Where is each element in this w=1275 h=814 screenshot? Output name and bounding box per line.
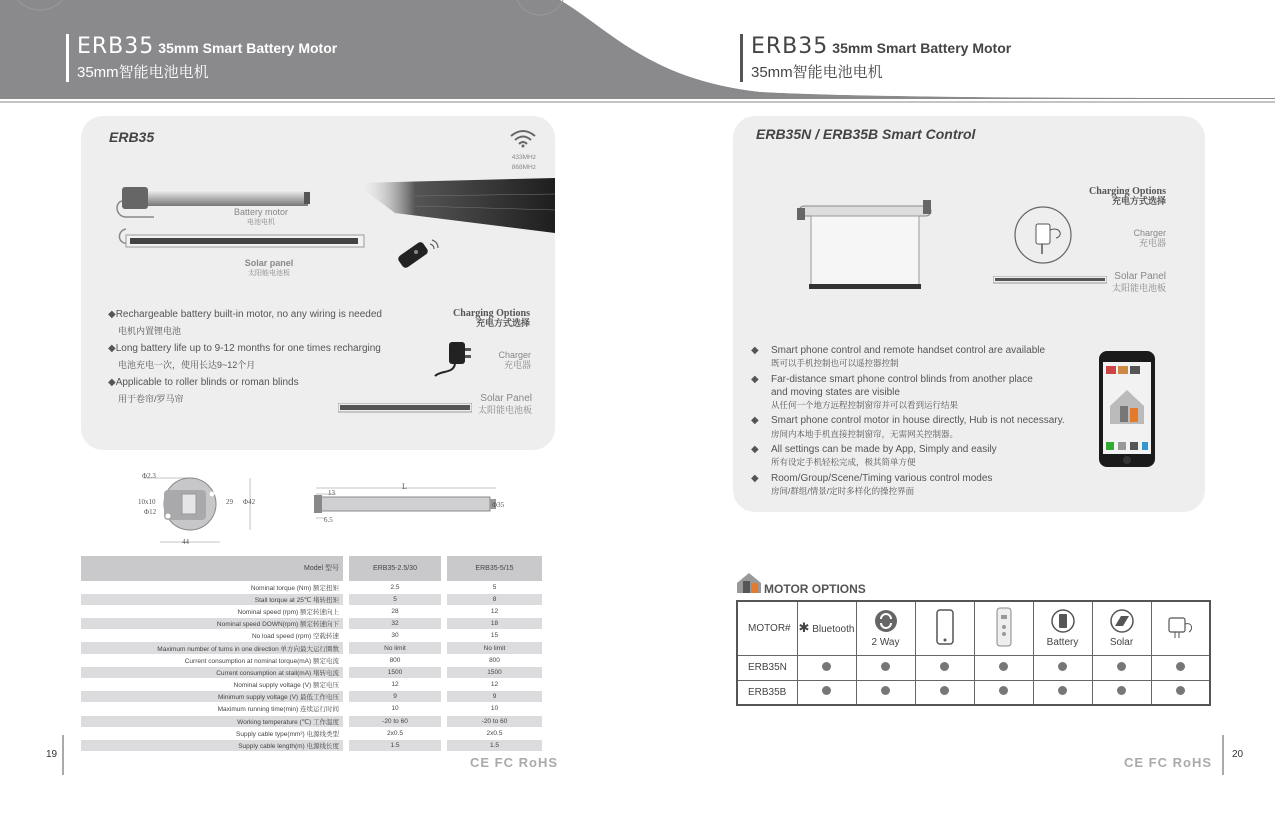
feature-item-cn: 房间内本地手机直接控制窗帘，无需网关控制器。 <box>771 428 959 439</box>
charging-options-title: Charging Options <box>1089 186 1166 197</box>
battery-motor-label: Battery motor <box>233 207 289 217</box>
left-header <box>66 34 337 82</box>
solar-panel-label-cn: 太阳能电池板 <box>1111 283 1166 293</box>
page-divider <box>62 735 64 775</box>
spec-row <box>81 739 542 751</box>
spec-key: Supply cable type(mm²) 电源线类型 <box>81 727 346 739</box>
spec-key: Nominal torque (Nm) 额定扭矩 <box>81 581 346 593</box>
header-subtitle: 35mm Smart Battery Motor <box>832 40 1012 56</box>
solar-panel-image <box>355 178 555 238</box>
dim-10x10: 10x10 <box>138 498 156 506</box>
spec-key: Supply cable length(m) 电源线长度 <box>81 739 346 751</box>
page-number-left: 19 <box>46 749 58 760</box>
motor-options-table <box>736 600 1211 706</box>
motor-header-cell: MOTOR# <box>737 601 797 655</box>
option-dot <box>1151 680 1210 705</box>
dim-phi-35: Φ35 <box>492 501 505 509</box>
spec-row <box>81 666 542 678</box>
spec-value: 32 <box>346 618 444 630</box>
option-dot <box>915 655 974 680</box>
header-subtitle: 35mm Smart Battery Motor <box>158 40 338 56</box>
two-way-label: 2 Way <box>871 637 900 649</box>
right-header <box>740 34 1011 82</box>
feature-item-cn: 电池充电一次，使用长达9~12个月 <box>118 360 256 370</box>
spec-key: Working temperature (℃) 工作温度 <box>81 715 346 727</box>
option-dot <box>915 680 974 705</box>
bluetooth-icon: ✱ <box>798 620 810 636</box>
option-dot <box>797 655 856 680</box>
feature-item-cn: 既可以手机控制也可以遥控器控制 <box>771 358 899 369</box>
spec-key: Maximum number of turns in one direction 单方向最大运行圈数 <box>81 642 346 654</box>
dim-6-5: 6.5 <box>324 516 333 524</box>
solar-panel-label-2: Solar Panel <box>480 393 532 404</box>
solar-panel-label-cn: 太阳能电池板 <box>248 270 290 277</box>
spec-value: ERB35-2.5/30 <box>346 556 444 581</box>
charging-options-title: Charging Options <box>453 308 530 319</box>
feature-item-cn: 从任何一个地方远程控制窗帘并可以看到运行结果 <box>771 400 959 411</box>
spec-value: 18 <box>444 618 542 630</box>
bluetooth-column <box>797 601 856 655</box>
option-dot <box>974 655 1033 680</box>
charger-icon <box>1165 612 1195 642</box>
motor-row-name: ERB35N <box>737 655 797 680</box>
charger-label-cn: 充电器 <box>503 360 531 370</box>
card-title: ERB35N / ERB35B Smart Control <box>756 126 976 142</box>
feature-item-cn: 电机内置锂电池 <box>118 326 182 336</box>
feature-item-cn: 所有设定手机轻松完成，极其简单方便 <box>771 457 916 468</box>
spec-row <box>81 691 542 703</box>
brand-title: ERB35 <box>77 34 155 59</box>
spec-value: 5 <box>444 581 542 593</box>
battery-label: Battery <box>1046 637 1079 649</box>
spec-table <box>81 556 542 752</box>
solar-column <box>1092 601 1151 655</box>
certification-marks: CE FC RoHS <box>470 755 558 770</box>
dim-13: 13 <box>328 489 335 497</box>
dim-44: 44 <box>182 538 189 546</box>
spec-value: 1.5 <box>346 739 444 751</box>
option-dot <box>856 655 915 680</box>
feature-item-cn: 用于卷帘/罗马帘 <box>118 394 184 404</box>
spec-value: No limit <box>444 642 542 654</box>
feature-item: ◆ Long battery life up to 9-12 months for one times recharging <box>108 341 428 357</box>
charger-label: Charger <box>498 350 531 360</box>
solar-panel-label: Solar Panel <box>1114 271 1166 282</box>
spec-row <box>81 605 542 617</box>
spec-row <box>81 715 542 727</box>
spec-key: Stall torque at 25℃ 堵转扭矩 <box>81 593 346 605</box>
spec-value: 800 <box>444 654 542 666</box>
option-dot <box>1151 655 1210 680</box>
feature-item: ◆ Smart phone control and remote handset control are available <box>771 344 1091 357</box>
battery-icon <box>1050 608 1076 634</box>
charger-image <box>1012 204 1074 266</box>
feature-item: ◆ All settings can be made by App, Simply and easily <box>771 443 1091 456</box>
smartphone-column <box>915 601 974 655</box>
spec-value: 10 <box>346 703 444 715</box>
spec-value: 5 <box>346 593 444 605</box>
remote-control-image <box>394 234 446 280</box>
spec-value: -20 to 60 <box>444 715 542 727</box>
header-subtitle-cn: 35mm智能电池电机 <box>751 64 883 81</box>
side-view-drawing <box>306 480 512 530</box>
smartphone-image <box>1098 350 1156 468</box>
spec-value: 1500 <box>346 666 444 678</box>
freq-433: 433MHz <box>511 154 536 161</box>
end-view-drawing <box>130 468 270 550</box>
spec-key: Current consumption at stall(mA) 堵转电流 <box>81 666 346 678</box>
spec-value: 10 <box>444 703 542 715</box>
spec-value: 2.5 <box>346 581 444 593</box>
smartphone-icon <box>935 609 955 645</box>
feature-item: ◆ Applicable to roller blinds or roman blinds <box>108 375 428 391</box>
spec-value: 8 <box>444 593 542 605</box>
page-divider <box>1222 735 1224 775</box>
left-feature-list <box>108 307 428 409</box>
spec-value: 12 <box>444 605 542 617</box>
option-dot <box>1033 655 1092 680</box>
spec-key: Minimum supply voltage (V) 最低工作电压 <box>81 691 346 703</box>
spec-row <box>81 593 542 605</box>
motor-options-title: MOTOR OPTIONS <box>764 582 866 596</box>
solar-panel-label-2-cn: 太阳能电池板 <box>477 405 532 415</box>
spec-value: 30 <box>346 630 444 642</box>
spec-row <box>81 703 542 715</box>
dim-phi-42: Φ42 <box>243 498 256 506</box>
motor-row-name: ERB35B <box>737 680 797 705</box>
spec-value: 28 <box>346 605 444 617</box>
option-dot <box>1092 680 1151 705</box>
spec-value: 9 <box>346 691 444 703</box>
feature-item: ◆ Room/Group/Scene/Timing various control modes <box>771 472 1091 485</box>
spec-value: No limit <box>346 642 444 654</box>
option-dot <box>1033 680 1092 705</box>
certification-marks: CE FC RoHS <box>1124 755 1212 770</box>
spec-row <box>81 727 542 739</box>
spec-value: 1.5 <box>444 739 542 751</box>
spec-row <box>81 630 542 642</box>
charger-image <box>431 338 477 380</box>
spec-key: Maximum running time(min) 连续运行时间 <box>81 703 346 715</box>
spec-row <box>81 581 542 593</box>
option-dot <box>1092 655 1151 680</box>
option-dot <box>797 680 856 705</box>
feature-item-cn: 房间/群组/情景/定时多样化的操控界面 <box>771 485 915 496</box>
charging-options-title-cn: 充电方式选择 <box>475 318 530 328</box>
option-dot <box>974 680 1033 705</box>
charger-label-cn: 充电器 <box>1138 238 1166 248</box>
spec-value: 9 <box>444 691 542 703</box>
spec-key: Nominal speed DOWN(rpm) 额定转速向下 <box>81 618 346 630</box>
spec-row <box>81 679 542 691</box>
two-way-column <box>856 601 915 655</box>
spec-value: 1500 <box>444 666 542 678</box>
spec-key: No load speed (rpm) 空载转速 <box>81 630 346 642</box>
spec-key: Nominal supply voltage (V) 额定电压 <box>81 679 346 691</box>
feature-item-cont: and moving states are visible <box>771 386 900 398</box>
wifi-icon <box>508 128 538 148</box>
spec-value: 2x0.5 <box>444 727 542 739</box>
feature-item: ◆ Far-distance smart phone control blinds from another place <box>771 373 1091 386</box>
spec-row <box>81 642 542 654</box>
freq-868: 868MHz <box>511 164 536 171</box>
page-number-right: 20 <box>1232 749 1244 760</box>
spec-row <box>81 618 542 630</box>
dim-length: L <box>402 482 407 491</box>
spec-value: 12 <box>346 679 444 691</box>
remote-icon <box>996 607 1012 647</box>
battery-motor-label-cn: 电池电机 <box>247 219 275 226</box>
two-way-icon <box>873 608 899 634</box>
spec-key: Current consumption at nominal torque(mA) 额定电流 <box>81 654 346 666</box>
solar-label: Solar <box>1109 637 1134 649</box>
spec-key: Nominal speed (rpm) 额定转速向上 <box>81 605 346 617</box>
bf-logo-icon <box>735 571 763 595</box>
bluetooth-label: Bluetooth <box>812 624 855 636</box>
brand-title: ERB35 <box>751 34 829 59</box>
right-feature-list <box>771 344 1091 500</box>
spec-value: -20 to 60 <box>346 715 444 727</box>
remote-column <box>974 601 1033 655</box>
header-subtitle-cn: 35mm智能电池电机 <box>77 64 209 81</box>
dim-phi-12: Φ12 <box>144 508 157 516</box>
dim-phi-2-3: Φ2.3 <box>142 472 156 480</box>
option-dot <box>856 680 915 705</box>
spec-value: 12 <box>444 679 542 691</box>
battery-column <box>1033 601 1092 655</box>
charging-options-title-cn: 充电方式选择 <box>1111 196 1166 206</box>
spec-value: 800 <box>346 654 444 666</box>
card-title: ERB35 <box>109 129 155 145</box>
feature-item: ◆ Rechargeable battery built-in motor, no any wiring is needed <box>108 307 428 323</box>
spec-value: 2x0.5 <box>346 727 444 739</box>
spec-row <box>81 654 542 666</box>
spec-value: 15 <box>444 630 542 642</box>
dim-29: 29 <box>226 498 233 506</box>
spec-header-row <box>81 556 542 581</box>
spec-value: ERB35-5/15 <box>444 556 542 581</box>
charger-column <box>1151 601 1210 655</box>
solar-icon <box>1109 608 1135 634</box>
spec-key: Model 型号 <box>81 556 346 581</box>
feature-item: ◆ Smart phone control motor in house directly, Hub is not necessary. <box>771 414 1091 427</box>
charger-label: Charger <box>1133 228 1166 238</box>
solar-panel-label: Solar panel <box>244 258 294 268</box>
roller-blind-image <box>795 196 935 294</box>
